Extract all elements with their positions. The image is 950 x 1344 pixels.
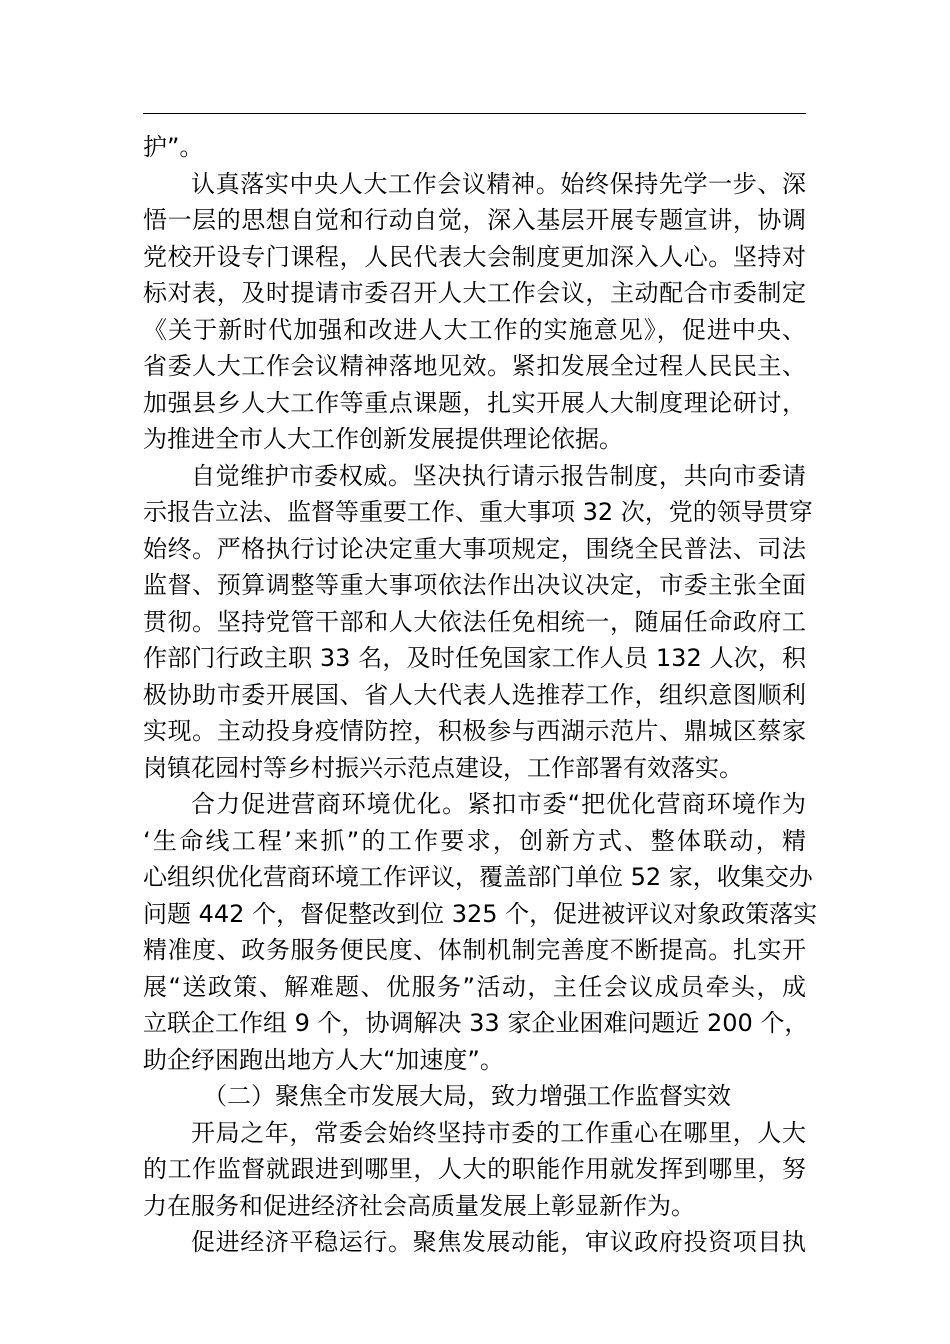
- text-line: 立联企工作组 9 个，协调解决 33 家企业困难问题近 200 个，: [143, 1009, 809, 1037]
- document-body: [143, 129, 818, 1261]
- paragraph-opening-year: [143, 1115, 806, 1225]
- text-line: 省委人大工作会议精神落地见效。紧扣发展全过程人民民主、: [143, 352, 806, 380]
- text-line: 护”。: [143, 133, 204, 161]
- paragraph-economic-operation: [143, 1224, 806, 1261]
- text-line: ‘生命线工程’来抓”的工作要求，创新方式、整体联动，精: [143, 826, 806, 855]
- section-heading-text: （二）聚焦全市发展大局，致力增强工作监督实效: [203, 1082, 731, 1110]
- text-line: 党校开设专门课程，人民代表大会制度更加深入人心。坚持对: [143, 242, 806, 271]
- text-line: 问题 442 个，督促整改到位 325 个，促进被评议对象政策落实: [143, 899, 818, 928]
- text-line: 自觉维护市委权威。坚决执行请示报告制度，共向市委请: [191, 461, 806, 490]
- text-line: 认真落实中央人大工作会议精神。始终保持先学一步、深: [191, 169, 806, 198]
- text-line: 的工作监督就跟进到哪里，人大的职能作用就发挥到哪里，努: [143, 1155, 806, 1183]
- text-line: 始终。严格执行讨论决定重大事项规定，围绕全民普法、司法: [143, 534, 806, 563]
- text-line: 开局之年，常委会始终坚持市委的工作重心在哪里，人大: [191, 1118, 806, 1147]
- text-line: 贯彻。坚持党管干部和人大依法任免相统一，随届任命政府工: [143, 607, 806, 636]
- text-line: 加强县乡人大工作等重点课题，扎实开展人大制度理论研讨，: [143, 388, 806, 417]
- paragraph-uphold-authority: [143, 458, 813, 787]
- text-line: 为推进全市人大工作创新发展提供理论依据。: [143, 425, 623, 453]
- text-line: 实现。主动投身疫情防控，积极参与西湖示范片、鼎城区蔡家: [143, 717, 806, 745]
- text-line: 监督、预算调整等重大事项依法作出决议决定，市委主张全面: [143, 571, 806, 599]
- text-line: 合力促进营商环境优化。紧扣市委“把优化营商环境作为: [191, 790, 806, 818]
- text-line: 精准度、政务服务便民度、体制机制完善度不断提高。扎实开: [143, 936, 806, 964]
- text-line: 极协助市委开展国、省人大代表人选推荐工作，组织意图顺利: [143, 680, 806, 709]
- text-line: 标对表，及时提请市委召开人大工作会议，主动配合市委制定: [143, 279, 806, 307]
- text-line: 助企纾困跑出地方人大“加速度”。: [143, 1045, 504, 1074]
- text-line: 《关于新时代加强和改进人大工作的实施意见》，促进中央、: [143, 315, 806, 344]
- text-line: 促进经济平稳运行。聚焦发展动能，审议政府投资项目执: [191, 1228, 806, 1256]
- section-heading: [143, 1078, 806, 1115]
- text-line: 岗镇花园村等乡村振兴示范点建设，工作部署有效落实。: [143, 753, 743, 782]
- text-line: 悟一层的思想自觉和行动自觉，深入基层开展专题宣讲，协调: [143, 206, 806, 234]
- text-line: 示报告立法、监督等重要工作、重大事项 32 次，党的领导贯穿: [143, 498, 813, 526]
- paragraph-business-environment: [143, 786, 818, 1078]
- header-rule: [143, 113, 806, 114]
- text-line: 作部门行政主职 33 名，及时任免国家工作人员 132 人次，积: [143, 644, 806, 672]
- continuation-fragment: [143, 129, 806, 166]
- text-line: 力在服务和促进经济社会高质量发展上彰显新作为。: [143, 1191, 695, 1220]
- text-line: 展“送政策、解难题、优服务”活动，主任会议成员牵头，成: [143, 972, 806, 1001]
- paragraph-implement-spirit: [143, 166, 806, 458]
- text-line: 心组织优化营商环境工作评议，覆盖部门单位 52 家，收集交办: [143, 863, 813, 891]
